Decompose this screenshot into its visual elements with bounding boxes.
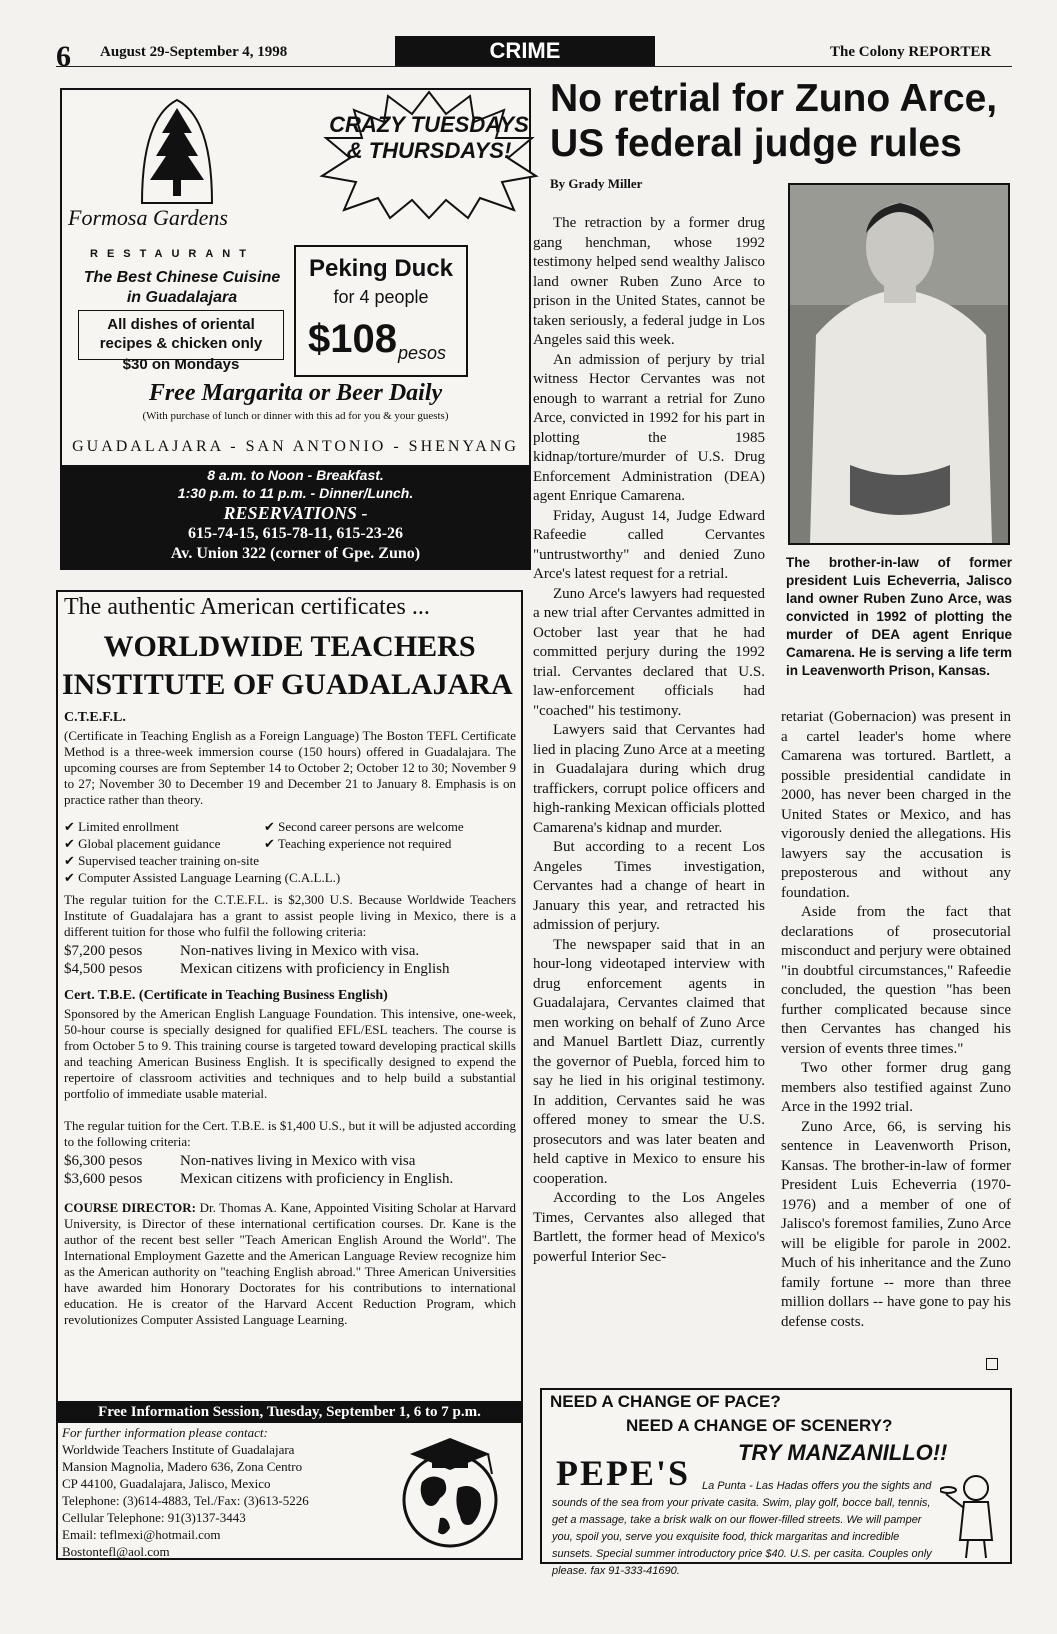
restaurant-cities: GUADALAJARA - SAN ANTONIO - SHENYANG [72,438,519,455]
info-session-banner: Free Information Session, Tuesday, September 1, 6 to 7 p.m. [58,1401,521,1423]
price-row: $6,300 pesos Non-natives living in Mexico with visa [64,1153,416,1169]
contact-line: CP 44100, Guadalajara, Jalisco, Mexico [62,1476,271,1491]
ad-line-pace: NEED A CHANGE OF PACE? [550,1392,781,1411]
header-rule [56,66,1012,67]
restaurant-address: Av. Union 322 (corner of Gpe. Zuno) [170,545,421,562]
institute-title-2: INSTITUTE OF GUADALAJARA [62,668,513,701]
waiter-figure-icon [940,1470,1006,1560]
portrait-photo-image [790,185,1008,543]
article-paragraph: An admission of perjury by trial witness Hector Cervantes was not enough to warrant a retrial for Zuno Arce, convicted in 1992 for his part in plotting the 1985 kidnap/torture/murder of U.S. Drug Enforcement Administration (DEA) agent Enrique Camarena. [533,351,765,504]
checklist-item: ✔ Limited enrollment [64,819,179,834]
pepes-ad [540,1388,1012,1577]
contact-line: Worldwide Teachers Institute of Guadalajara [62,1442,295,1457]
contact-line: Telephone: (3)614-4883, Tel./Fax: (3)613-5226 [62,1493,309,1508]
checklist-item: ✔ Second career persons are welcome [264,819,464,834]
article-column-1 [533,214,765,1267]
peking-duck-offer [294,245,468,377]
ad-line-scenery: NEED A CHANGE OF SCENERY? [626,1416,893,1435]
restaurant-label: RESTAURANT [90,248,255,260]
hours-dinner: 1:30 p.m. to 11 p.m. - Dinner/Lunch. [177,485,414,501]
free-drink-offer: Free Margarita or Beer Daily [148,380,443,406]
article-paragraph: According to the Los Angeles Times, Cervantes also alleged that Bartlett, the former head of Mexico's powerful Interior Sec- [533,1190,765,1265]
free-drink-note: (With purchase of lunch or dinner with this ad for you & your guests) [142,410,449,422]
price-row: $3,600 pesos Mexican citizens with proficiency in English. [64,1171,454,1187]
article-headline: No retrial for Zuno Arce, US federal judge rules [550,77,998,165]
newspaper-name: The Colony REPORTER [830,44,992,60]
contact-line: Mansion Magnolia, Madero 636, Zona Centro [62,1459,303,1474]
photo-caption: The brother-in-law of former president Luis Echeverria, Jalisco land owner Ruben Zuno Arce, was convicted in 1992 of plotting the murder of DEA agent Enrique Camarena. He is serving a life term in Leavenworth Prison, Kansas. [786,555,1012,678]
monday-special-price: $30 on Mondays [122,356,240,373]
article-paragraph: The newspaper said that in an hour-long videotaped interview with drug enforcement agents in Guadalajara, Cervantes claimed that men working on behalf of Zuno Arce and Manuel Bartlett Diaz, currently the governor of Puebla, forced him to say he lied in his original testimony. In addition, Cervantes said he was offered money to smear the U.S. prosecutors and was later beaten and held captive in Mexico to ensure his cooperation. [533,936,765,1187]
tbe-price-list [64,1152,516,1188]
hours-breakfast: 8 a.m. to Noon - Breakfast. [207,467,384,483]
price-row: $4,500 pesos Mexican citizens with proficiency in English [64,961,450,977]
reservations-label: RESERVATIONS - [223,503,368,523]
pepes-description: La Punta - Las Hadas offers you the sights and sounds of the sea from your private casita. Swim, play golf, bocce ball, tennis, get a massage, take a brisk walk on our flower-filled streets. We will pamper you, spoil you, serve you exquisite food, thick margaritas and incredible sunsets. Special summer introductory price $40. U.S. per casita. Couples only please. fax 91-333-41690. [552,1480,932,1577]
director-label: COURSE DIRECTOR: [64,1200,196,1215]
article-paragraph: Lawyers said that Cervantes had lied in placing Zuno Arce at a meeting in Guadalajara during which drug traffickers, corrupt police officers and high-ranking Mexican officials plotted Camarena's kidnap and murder. [533,722,765,836]
teachers-institute-ad [56,590,523,1560]
article-paragraph: Aside from the fact that declarations of prosecutorial misconduct and perjury were obtained "in doubtful circumstances," Rafeedie concluded, the question "has been further complicated because since then Cervantes has changed his version of events three times." [781,904,1011,1057]
ctefl-description: (Certificate in Teaching English as a Foreign Language) The Boston TEFL Certificate Method is a three-week immersion course (150 hours) offered in Guadalajara. The upcoming courses are from September 14 to October 2; October 12 to 30; November 9 to 27; November 30 to December 19 and December 21 to January 8. Emphasis is on practice rather than theory. [64,728,516,807]
dish-price: $108 [308,317,397,361]
contact-line: Cellular Telephone: 91(3)137-3443 [62,1510,246,1525]
contact-block [62,1424,362,1560]
dish-name: Peking Duck [308,255,454,282]
tbe-description: Sponsored by the American English Language Foundation. This intensive, one-week, 50-hour course is specially designed for qualified EFL/ESL teachers. The course is from October 5 to 9. This training course is targeted toward developing practical skills and teaching American Business English. It is specifically designed to expend the repertoire of classroom activities and techniques and to help build a substantial portfolio of immediate usable material. [64,1006,516,1101]
ctefl-price-list [64,942,516,978]
contact-line: For further information please contact: [62,1425,268,1440]
tbe-heading: Cert. T.B.E. (Certificate in Teaching Business English) [64,988,388,1003]
ctefl-tuition: The regular tuition for the C.T.E.F.L. is $2,300 U.S. Because Worldwide Teachers Institute of Guadalajara has a grant to assist people living in Mexico, there is a different tuition for those who fulfil the following criteria: [64,892,516,939]
article-paragraph: But according to a recent Los Angeles Times investigation, Cervantes had a change of heart in January this year, and retracted his admission of perjury. [533,839,765,933]
checklist-item: ✔ Supervised teacher training on-site [64,853,260,868]
article-paragraph: retariat (Gobernacion) was present in a cartel leader's home where Camarena was tortured. Bartlett, a possible presidential candidate in 2000, has never been charged in the United States or Mexico, and has vigorously denied the allegations. His lawyers say the accusation is preposterous and without any foundation. [781,709,1011,901]
checklist-item: ✔ Teaching experience not required [264,836,452,851]
contact-line: Email: teflmexi@hotmail.com [62,1527,221,1542]
ctefl-checklist [64,818,516,886]
page-number: 6 [56,40,71,73]
issue-date: August 29-September 4, 1998 [100,44,288,60]
zuno-arce-photo [788,183,1010,545]
ctefl-heading: C.T.E.F.L. [64,710,126,725]
price-row: $7,200 pesos Non-natives living in Mexico with visa. [64,943,420,959]
pepes-logo: PEPE'S [556,1453,691,1493]
globe-graduation-cap-icon [388,1432,513,1550]
article-paragraph: Two other former drug gang members also testified against Zuno Arce in the 1992 trial. [781,1060,1011,1115]
article-paragraph: Friday, August 14, Judge Edward Rafeedie called Cervantes "untrustworthy" and denied Zuno Arce's latest request for a retrial. [533,507,765,582]
monday-special: All dishes of oriental recipes & chicken only [78,310,284,360]
dish-serves: for 4 people [333,287,429,307]
article-end-mark-icon [986,1358,998,1370]
restaurant-name: Formosa Gardens [68,205,228,230]
article-paragraph: The retraction by a former drug gang henchman, whose 1992 testimony helped send wealthy Jalisco land owner Ruben Zuno Arce to prison in the United States, cannot be taken seriously, a federal judge in Los Angeles said this week. [533,215,765,348]
article-byline: By Grady Miller [550,176,643,191]
checklist-item: ✔ Computer Assisted Language Learning (C.A.L.L.) [64,870,341,885]
article-column-2 [781,708,1011,1332]
ad-headline: The authentic American certificates ... [64,594,430,620]
contact-line: Bostontefl@aol.com [62,1544,170,1559]
dish-currency: pesos [398,343,447,363]
article-paragraph: Zuno Arce, 66, is serving his sentence in Leavenworth Prison, Kansas. The brother-in-law of former President Luis Echeverria (1970-1976) and a member of one of Jalisco's foremost families, Zuno Arce will be eligible for parole in 2002. Much of his inheritance and the Zuno family fortune -- more than three million dollars -- have gone to pay his defense costs. [781,1118,1011,1330]
checklist-item: ✔ Global placement guidance [64,836,221,851]
ad-line-manzanillo: TRY MANZANILLO!! [738,1440,948,1465]
promo-days: CRAZY TUESDAYS & THURSDAYS! [329,112,529,163]
institute-title: WORLDWIDE TEACHERS [103,630,476,663]
restaurant-hours-panel [62,465,529,568]
restaurant-ad [60,88,531,570]
reservation-phones: 615-74-15, 615-78-11, 615-23-26 [187,525,404,542]
section-label: CRIME [395,36,655,66]
tbe-tuition: The regular tuition for the Cert. T.B.E. is $1,400 U.S., but it will be adjusted according to the following criteria: [64,1118,516,1149]
pine-tree-logo-icon [132,98,222,208]
restaurant-tagline: The Best Chinese Cuisine in Guadalajara [83,269,281,306]
article-paragraph: Zuno Arce's lawyers had requested a new trial after Cervantes admitted in October last year that he had committed perjury during the 1992 trial. Cervantes declared that U.S. law-enforcement officials had "coached" his testimony. [533,585,765,719]
director-bio: Dr. Thomas A. Kane, Appointed Visiting Scholar at Harvard University, is Director of these international certification courses. Dr. Kane is the author of the recent best seller "Teach American English Around the World". The International Employment Gazette and the American Language Review recognize him as the American authority on "teaching English abroad." Three American Universities have awarded him Honorary Doctorates for his contributions to international education. He is creator of the Harvard Accent Reduction Program, which revolutionizes Computer Assisted Language Learning. [64,1200,517,1327]
course-director [64,1200,516,1328]
